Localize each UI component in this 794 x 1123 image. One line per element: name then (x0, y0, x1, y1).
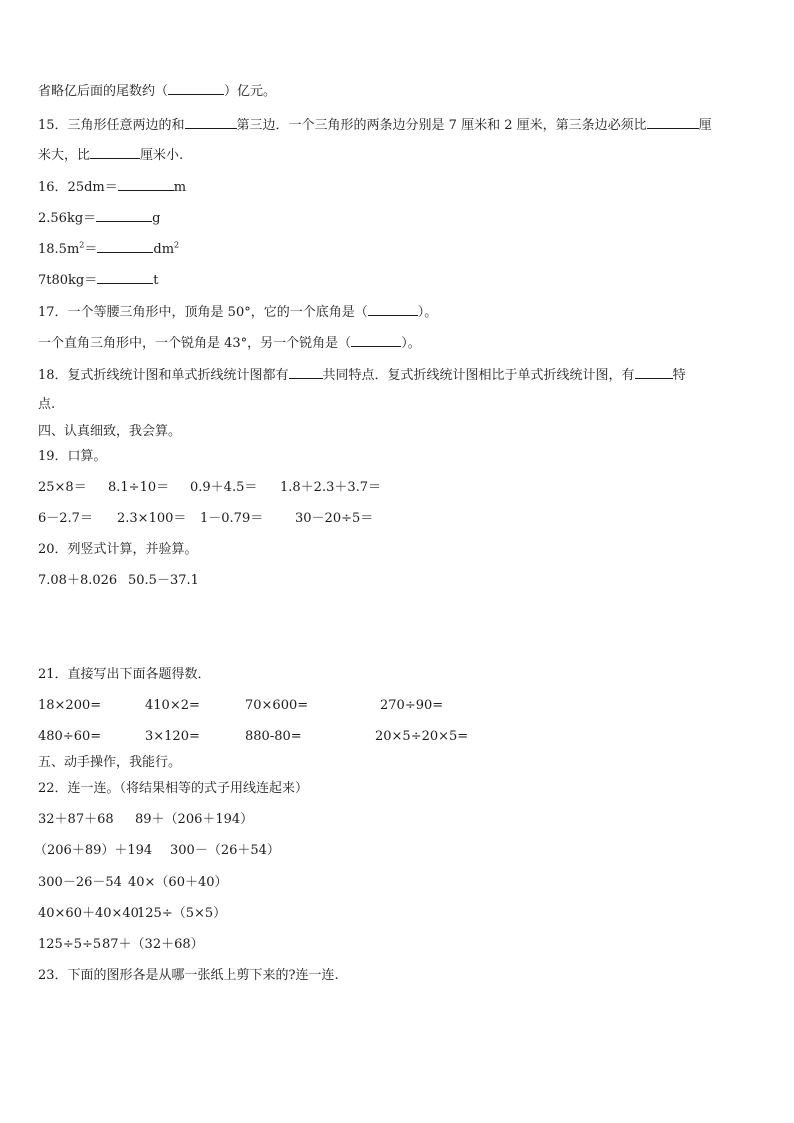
q17-text-end: ）。 (401, 336, 421, 351)
q20-item: 7.08＋8.026 (38, 573, 118, 588)
q21-item: 410×2= (145, 698, 200, 713)
answer-blank[interactable] (96, 209, 152, 222)
q19-item: 25×8＝ (38, 480, 87, 495)
q19-title: 19．口算。 (38, 449, 107, 464)
q16-text: 16．25dm＝ (38, 180, 118, 195)
q17-line2 (38, 334, 421, 352)
q22-right-expr: 87＋（32＋68） (102, 937, 204, 952)
q21-item: 20×5÷20×5= (375, 729, 469, 744)
superscript: 2 (174, 240, 180, 250)
q21-item: 270÷90= (380, 698, 444, 713)
q15-text-1: 15．三角形任意两边的和 (38, 118, 185, 133)
q21-title: 21．直接写出下面各题得数． (38, 667, 211, 682)
answer-blank[interactable] (289, 366, 323, 379)
q22-left-expr: 32＋87＋68 (38, 812, 114, 827)
q15-line2 (38, 146, 183, 164)
q17-text: 17．一个等腰三角形中，顶角是 50°，它的一个底角是（ (38, 305, 368, 320)
q20-item: 50.5－37.1 (128, 573, 199, 588)
answer-blank[interactable] (185, 116, 237, 129)
section-heading: 五、动手操作，我能行。 (38, 755, 182, 770)
answer-blank[interactable] (97, 271, 153, 284)
q18-text-4: 点. (38, 397, 56, 412)
q15-line1 (38, 116, 712, 134)
q16-unit: dm (153, 242, 175, 257)
q15-text-3: 厘 (698, 118, 712, 133)
q16-text: 18.5m (38, 242, 80, 257)
q15-text-5: 厘米小. (140, 148, 184, 163)
q18-text-1: 18．复式折线统计图和单式折线统计图都有 (38, 368, 289, 383)
q15-text-2: 第三边．一个三角形的两条边分别是 7 厘米和 2 厘米，第三条边必须比 (236, 118, 647, 133)
answer-blank[interactable] (168, 82, 224, 95)
q14-text-b: ）亿元。 (224, 84, 277, 99)
q21-item: 480÷60= (38, 729, 102, 744)
q21-item: 70×600= (245, 698, 309, 713)
q16-equals: ＝ (84, 242, 98, 257)
answer-blank[interactable] (118, 178, 174, 191)
q15-text-4: 米大，比 (38, 148, 91, 163)
q22-right-expr: 89＋（206＋194） (135, 812, 254, 827)
q14-text-a: 省略亿后面的尾数约（ (38, 84, 169, 99)
q22-left-expr: 125÷5÷5 (38, 937, 102, 952)
q22-right-expr: 125÷（5×5） (137, 906, 227, 921)
q22-left-expr: 40×60＋40×40 (38, 906, 139, 921)
q17-line1 (38, 303, 437, 321)
q22-left-expr: （206＋89）＋194 (34, 843, 153, 858)
q20-title: 20．列竖式计算，并验算。 (38, 542, 198, 557)
q19-item: 0.9＋4.5＝ (190, 480, 258, 495)
q16-unit: t (153, 273, 159, 288)
q19-item: 1－0.79＝ (200, 511, 264, 526)
q22-right-expr: 40×（60＋40） (128, 875, 228, 890)
q19-item: 8.1÷10＝ (108, 480, 170, 495)
q16-line2 (38, 209, 160, 227)
superscript: 2 (79, 240, 85, 250)
q16-line4 (38, 271, 158, 289)
answer-blank[interactable] (647, 116, 699, 129)
q16-unit: g (152, 211, 161, 226)
answer-blank[interactable] (90, 146, 140, 159)
q19-item: 30－20÷5＝ (295, 511, 374, 526)
q16-text: 2.56kg＝ (38, 211, 97, 226)
q22-left-expr: 300－26－54 (38, 875, 122, 890)
q22-right-expr: 300－（26＋54） (170, 843, 280, 858)
answer-blank[interactable] (351, 334, 401, 347)
q21-item: 3×120= (145, 729, 200, 744)
q22-title: 22．连一连。（将结果相等的式子用线连起来） (38, 781, 309, 796)
q17-text: 一个直角三角形中，一个锐角是 43°，另一个锐角是（ (38, 336, 352, 351)
q16-unit: m (173, 180, 187, 195)
q18-line2 (38, 397, 55, 413)
q17-text-end: ）。 (417, 305, 438, 320)
q21-item: 880-80= (245, 729, 302, 744)
q18-text-2: 共同特点．复式折线统计图相比于单式折线统计图，有 (322, 368, 635, 383)
q18-text-3: 特 (672, 368, 686, 383)
q23-title: 23．下面的图形各是从哪一张纸上剪下来的?连一连. (38, 968, 339, 983)
q18-line1 (38, 366, 686, 384)
q16-line1 (38, 178, 186, 196)
q16-text: 7t80kg＝ (38, 273, 98, 288)
q19-item: 2.3×100＝ (117, 511, 187, 526)
answer-blank[interactable] (97, 240, 153, 253)
answer-blank[interactable] (635, 366, 673, 379)
q16-line3 (38, 240, 179, 258)
q14-continuation (38, 82, 276, 100)
section-heading: 四、认真细致，我会算。 (38, 424, 182, 439)
answer-blank[interactable] (368, 303, 418, 316)
q21-item: 18×200= (38, 698, 102, 713)
q19-item: 1.8＋2.3＋3.7＝ (280, 480, 382, 495)
q19-item: 6－2.7＝ (38, 511, 93, 526)
